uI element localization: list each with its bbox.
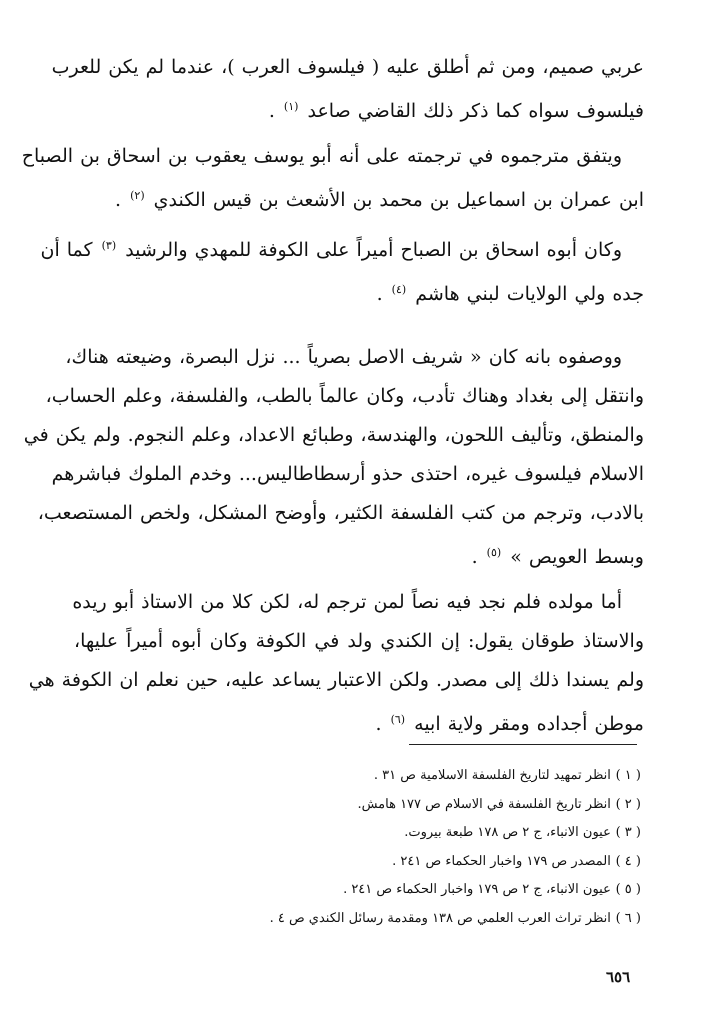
paragraph-5 bbox=[28, 583, 644, 744]
footnote-text: انظر تمهيد لتاريخ الفلسفة الاسلامية ص ٣١ . bbox=[373, 768, 611, 783]
footnote-ref-4: (٤) bbox=[391, 283, 407, 296]
footnote-5 bbox=[221, 876, 641, 905]
footnote-number: ( ٣ ) bbox=[615, 825, 641, 840]
paragraph-3-line-1 bbox=[40, 226, 644, 270]
paragraph-3-line-2 bbox=[74, 270, 644, 314]
footnote-number: ( ٤ ) bbox=[615, 853, 641, 869]
paragraph-4-tail: . bbox=[471, 546, 485, 568]
paragraph-2 bbox=[21, 137, 644, 220]
paragraph-5-tail: . bbox=[375, 713, 389, 735]
footnote-number: ( ١ ) bbox=[615, 768, 641, 783]
paragraph-5-line-3: ولم يسندا ذلك إلى مصدر. ولكن الاعتبار يساعد عليه، حين نعلم ان الكوفة هي bbox=[28, 669, 644, 691]
paragraph-4-line-6-text: وبسط العويص » bbox=[510, 546, 644, 568]
footnote-2 bbox=[221, 791, 641, 820]
footnote-number: ( ٢ ) bbox=[615, 796, 641, 812]
paragraph-4-line-2: وانتقل إلى بغداد وهناك تأدب، وكان عالماً بالطب، والفلسفة، وعلم الحساب، bbox=[45, 385, 644, 407]
paragraph-3 bbox=[40, 226, 644, 314]
footnote-text: المصدر ص ١٧٩ واخبار الحكماء ص ٢٤١ . bbox=[392, 853, 611, 869]
paragraph-5-line-2: والاستاذ طوقان يقول: إن الكندي ولد في الكوفة وكان أبوه أميراً عليها، bbox=[74, 630, 644, 652]
paragraph-4-line-4: الاسلام فيلسوف غيره، احتذى حذو أرسطاطاليس... وخدم الملوك فباشرهم bbox=[51, 463, 644, 485]
footnote-divider bbox=[409, 744, 637, 745]
paragraph-1-line-1: عربي صميم، ومن ثم أطلق عليه ( فيلسوف العرب )، عندما لم يكن للعرب bbox=[51, 56, 644, 78]
paragraph-2-line-2 bbox=[74, 176, 644, 220]
footnote-text: انظر تراث العرب العلمي ص ١٣٨ ومقدمة رسائل الكندي ص ٤ . bbox=[269, 910, 611, 926]
footnote-text: انظر تاريخ الفلسفة في الاسلام ص ١٧٧ هامش. bbox=[357, 796, 611, 812]
paragraph-3-line-2-text: جده ولي الولايات لبني هاشم bbox=[415, 283, 644, 305]
paragraph-5-line-4 bbox=[74, 700, 644, 744]
footnote-ref-2: (٢) bbox=[130, 189, 145, 202]
footnote-1 bbox=[221, 762, 641, 791]
footnote-text: عيون الانباء، ج ٢ ص ١٧٨ طبعة بيروت. bbox=[404, 825, 611, 840]
paragraph-1 bbox=[51, 48, 644, 131]
footnote-ref-6: (٦) bbox=[390, 713, 406, 726]
footnotes-list bbox=[221, 762, 641, 933]
paragraph-3-line-1-text: وكان أبوه اسحاق بن الصباح أميراً على الكوفة للمهدي والرشيد bbox=[125, 239, 622, 261]
paragraph-4 bbox=[23, 338, 644, 577]
footnote-text: عيون الانباء، ج ٢ ص ١٧٩ واخبار الحكماء ص ٢٤١ . bbox=[343, 882, 611, 897]
paragraph-5-line-1: أما مولده فلم نجد فيه نصاً لمن ترجم له، لكن كلا من الاستاذ أبو ريده bbox=[72, 591, 622, 613]
footnote-4 bbox=[221, 848, 641, 877]
footnote-ref-5: (٥) bbox=[486, 546, 502, 559]
paragraph-4-line-1: ووصفوه بانه كان « شريف الاصل بصرياً ... نزل البصرة، وضيعته هناك، bbox=[65, 346, 622, 368]
footnote-3 bbox=[221, 819, 641, 848]
paragraph-1-line-2 bbox=[74, 87, 644, 131]
paragraph-1-line-2-text: فيلسوف سواه كما ذكر ذلك القاضي صاعد bbox=[307, 100, 644, 122]
footnote-ref-1: (١) bbox=[283, 100, 299, 113]
paragraph-4-line-6 bbox=[74, 533, 644, 577]
page-number: ٦٥٦ bbox=[606, 968, 631, 986]
footnote-number: ( ٥ ) bbox=[615, 882, 641, 897]
paragraph-4-line-3: والمنطق، وتأليف اللحون، والهندسة، وطبائع الاعداد، وعلم النجوم. ولم يكن في bbox=[23, 424, 644, 446]
paragraph-2-line-1: ويتفق مترجموه في ترجمته على أنه أبو يوسف يعقوب بن اسحاق بن الصباح bbox=[21, 145, 622, 167]
paragraph-4-line-5: بالادب، وترجم من كتب الفلسفة الكثير، وأوضح المشكل، ولخص المستصعب، bbox=[37, 502, 644, 524]
footnote-6 bbox=[221, 905, 641, 934]
paragraph-1-tail: . bbox=[268, 100, 282, 122]
footnote-ref-3: (٣) bbox=[101, 239, 117, 252]
paragraph-2-line-2-text: ابن عمران بن اسماعيل بن محمد بن الأشعث بن قيس الكندي bbox=[153, 189, 644, 211]
paragraph-2-tail: . bbox=[115, 189, 129, 211]
paragraph-5-line-4-text: موطن أجداده ومقر ولاية ابيه bbox=[414, 713, 644, 735]
paragraph-3-line-1-after: كما أن bbox=[40, 239, 100, 261]
footnote-number: ( ٦ ) bbox=[615, 910, 641, 926]
document-page bbox=[21, 48, 644, 744]
paragraph-3-tail: . bbox=[376, 283, 390, 305]
